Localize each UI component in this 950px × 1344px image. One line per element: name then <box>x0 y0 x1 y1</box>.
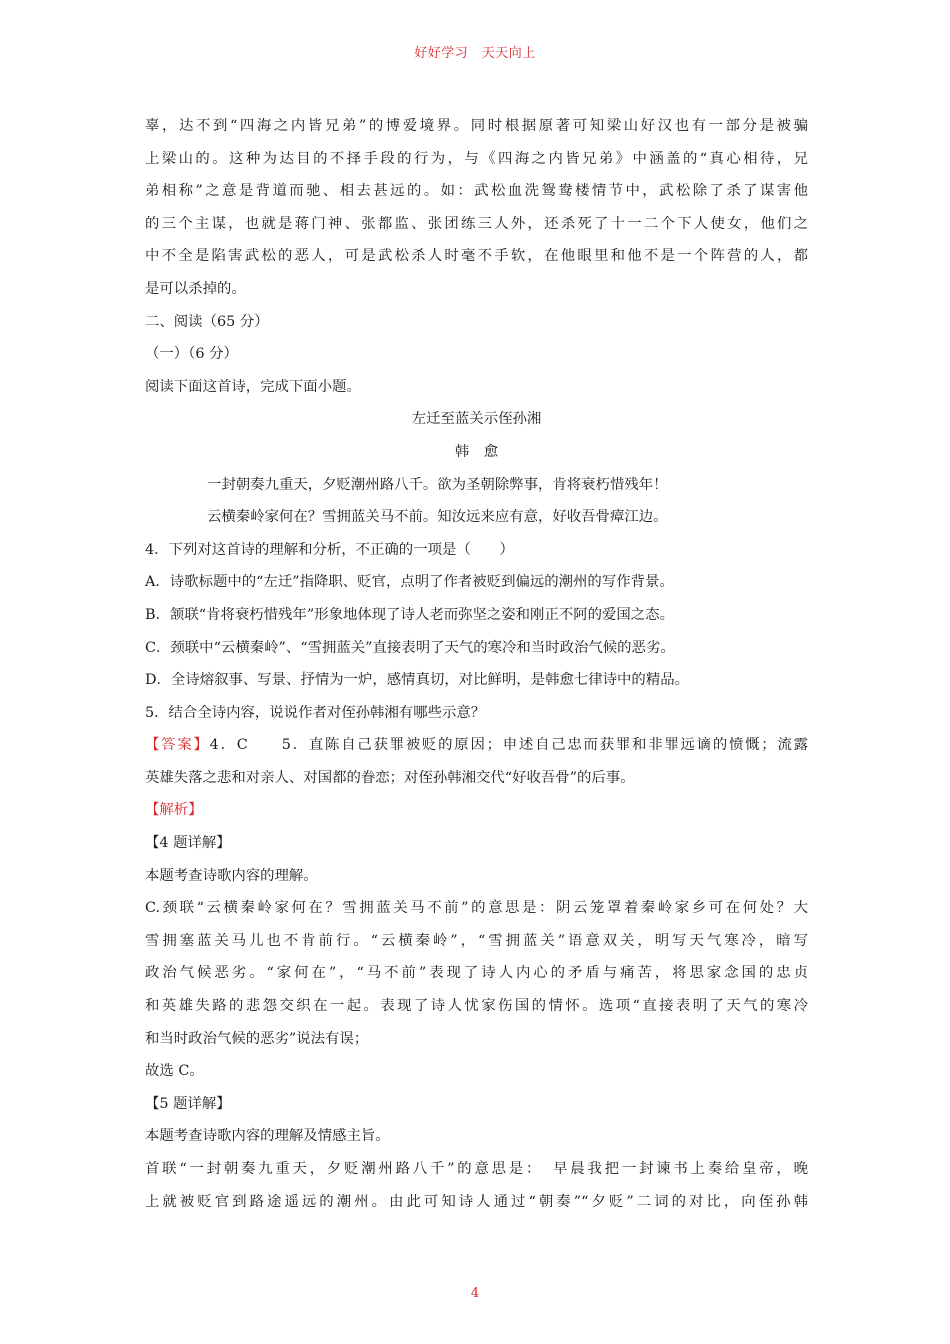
answer-line: 英雄失落之悲和对亲人、对国都的眷恋；对侄孙韩湘交代“好收吾骨”的后事。 <box>145 769 635 786</box>
question-5-stem: 5．结合全诗内容，说说作者对侄孙韩湘有哪些示意？ <box>145 704 486 721</box>
q4-detail-heading: 【4 题详解】 <box>145 835 231 852</box>
q4-detail-line: 故选 C。 <box>145 1063 204 1080</box>
q4-detail-line: 本题考查诗歌内容的理解。 <box>145 867 318 884</box>
q4-detail-line: C.颈联“云横秦岭家何在？雪拥蓝关马不前”的意思是：阴云笼罩着秦岭家乡可在何处？大 <box>145 900 808 917</box>
q4-detail-line: 和当时政治气候的恶劣”说法有误； <box>145 1030 369 1047</box>
answer-line <box>145 729 808 762</box>
page-number: 4 <box>470 1286 480 1301</box>
q5-detail-line: 首联“一封朝奏九重天，夕贬潮州路八千”的意思是： 早晨我把一封谏书上奏给皇帝，晚 <box>145 1161 808 1177</box>
q5-detail-heading: 【5 题详解】 <box>145 1095 231 1112</box>
q5-detail-line: 本题考查诗歌内容的理解及情感主旨。 <box>145 1128 390 1145</box>
q5-detail-line: 上就被贬官到路途遥远的潮州。由此可知诗人通过“朝奏”“夕贬”二词的对比，向侄孙韩 <box>145 1193 808 1210</box>
section-subtitle: （一）（6 分） <box>145 346 238 363</box>
intro-line: 弟相称”之意是背道而驰、相去甚远的。如：武松血洗鸳鸯楼情节中，武松除了杀了谋害他 <box>145 183 808 200</box>
intro-line: 的三个主谋，也就是蒋门神、张都监、张团练三人外，还杀死了十一二个下人使女，他们之 <box>145 215 808 232</box>
question-4-option-d: D．全诗熔叙事、写景、抒情为一炉，感情真切，对比鲜明，是韩愈七律诗中的精品。 <box>145 672 689 689</box>
analysis-label: 【解析】 <box>145 802 203 819</box>
intro-line: 辜，达不到“四海之内皆兄弟”的博爱境界。同时根据原著可知梁山好汉也有一部分是被骗 <box>145 118 808 134</box>
poem-title: 左迁至蓝关示侄孙湘 <box>411 411 542 428</box>
poem-line: 云横秦岭家何在？雪拥蓝关马不前。知汝远来应有意，好收吾骨瘴江边。 <box>207 509 668 526</box>
answer-label: 【答案】 <box>145 737 210 754</box>
q4-detail-line: 政治气候恶劣。“家何在”，“马不前”表现了诗人内心的矛盾与痛苦，将思家念国的忠贞 <box>145 965 808 982</box>
poem-author: 韩 愈 <box>454 443 499 460</box>
intro-line: 是可以杀掉的。 <box>145 280 246 297</box>
page-header-slogan: 好好学习 天天向上 <box>414 46 536 61</box>
q4-detail-line: 雪拥塞蓝关马儿也不肯前行。“云横秦岭”，“雪拥蓝关”语意双关，明写天气寒冷，暗写 <box>145 932 808 949</box>
poem-line: 一封朝奏九重天，夕贬潮州路八千。欲为圣朝除弊事，肯将衰朽惜残年！ <box>207 476 668 493</box>
section-instruction: 阅读下面这首诗，完成下面小题。 <box>145 378 361 395</box>
question-4-option-a: A．诗歌标题中的“左迁”指降职、贬官，点明了作者被贬到偏远的潮州的写作背景。 <box>145 574 674 591</box>
question-4-stem: 4．下列对这首诗的理解和分析，不正确的一项是（ ） <box>145 541 514 558</box>
intro-line: 中不全是陷害武松的恶人，可是武松杀人时毫不手软，在他眼里和他不是一个阵营的人，都 <box>145 248 808 265</box>
document-body <box>145 110 808 1218</box>
intro-line: 上梁山的。这种为达目的不择手段的行为，与《四海之内皆兄弟》中涵盖的“真心相待，兄 <box>145 150 808 167</box>
q4-detail-line: 和英雄失路的悲怨交织在一起。表现了诗人忧家伤国的情怀。选项“直接表明了天气的寒冷 <box>145 998 808 1015</box>
answer-text: 4．C 5．直陈自己获罪被贬的原因；申述自己忠而获罪和非罪远谪的愤慨；流露 <box>209 737 808 754</box>
section-title: 二、阅读（65 分） <box>145 313 269 330</box>
question-4-option-c: C．颈联中“云横秦岭”、“雪拥蓝关”直接表明了天气的寒冷和当时政治气候的恶劣。 <box>145 639 675 656</box>
question-4-option-b: B．颔联“肯将衰朽惜残年”形象地体现了诗人老而弥坚之姿和刚正不阿的爱国之态。 <box>145 606 674 623</box>
